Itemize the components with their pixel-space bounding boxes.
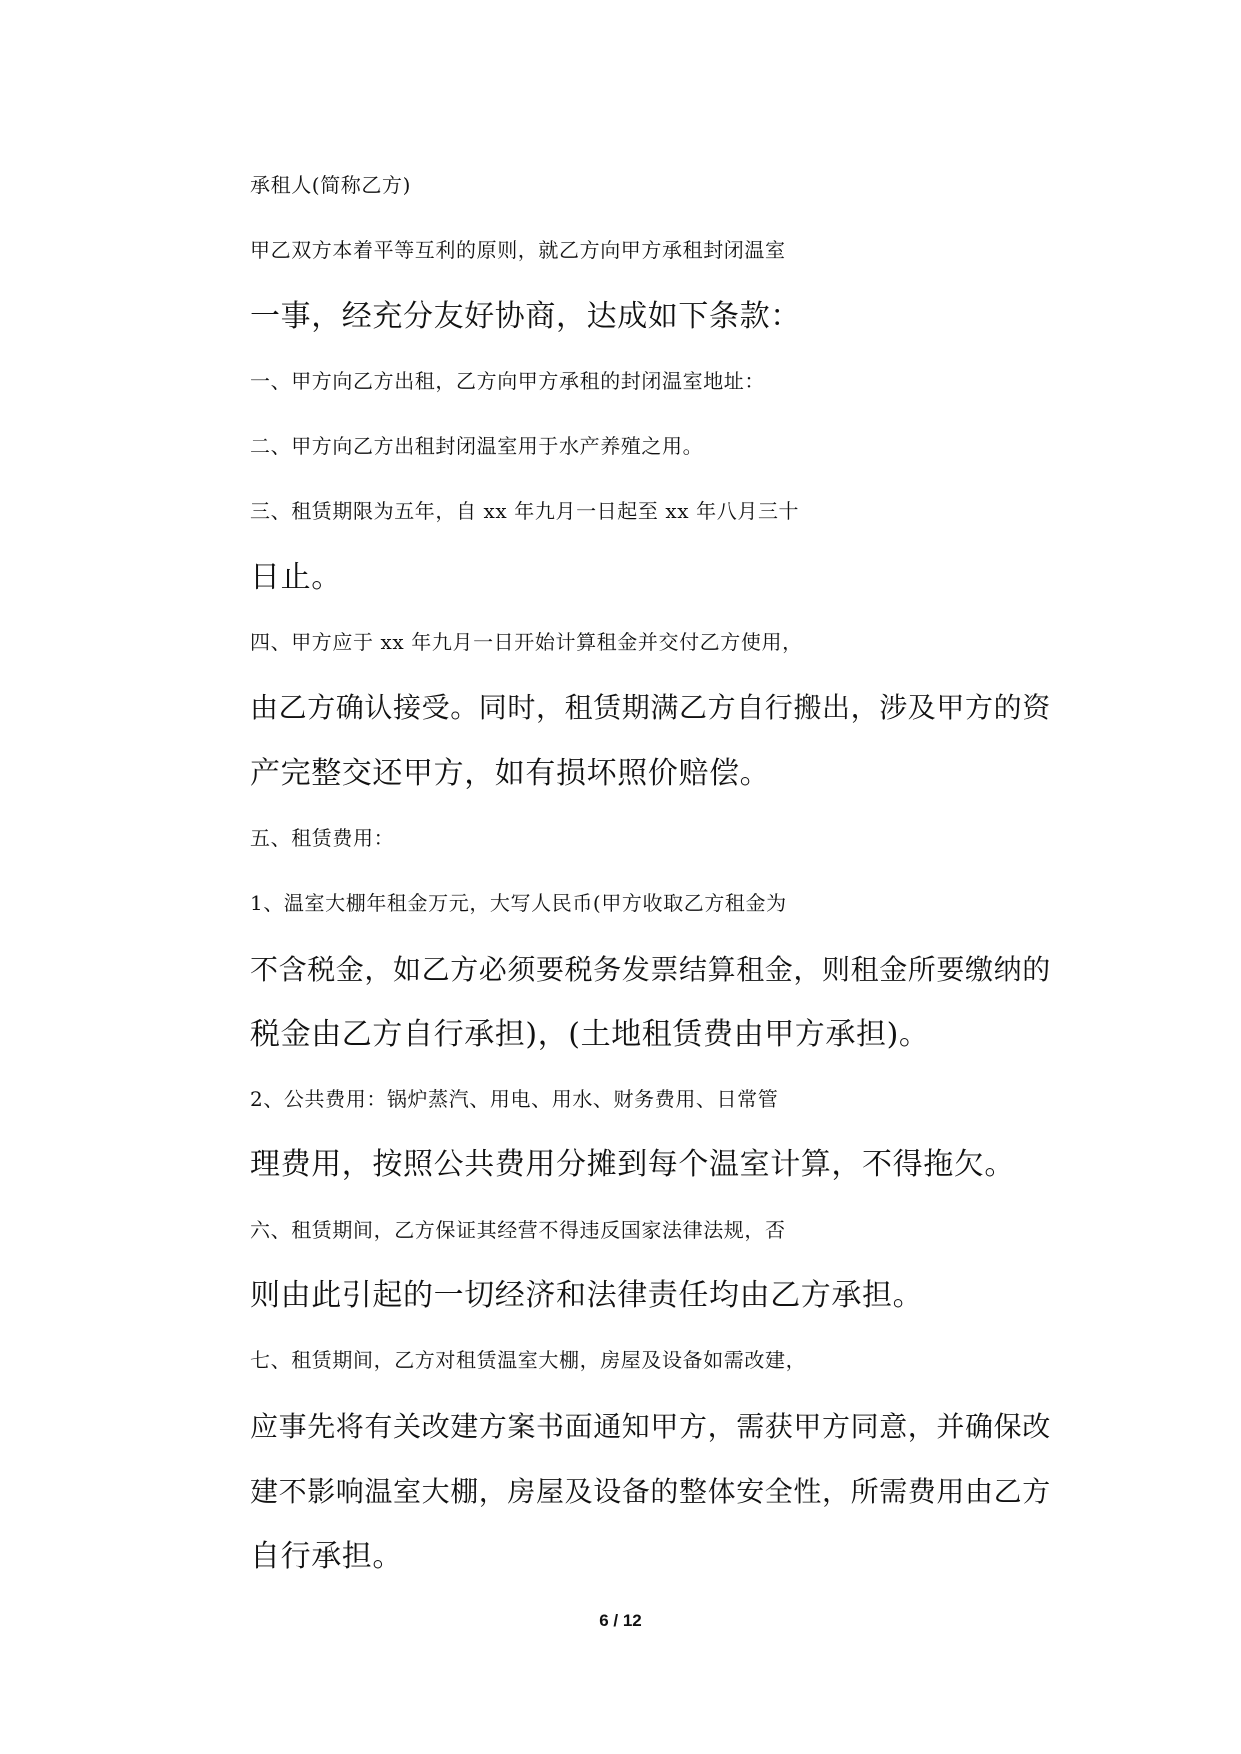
text-line: 五、租赁费用： — [250, 825, 395, 850]
clause-2 — [190, 414, 1060, 479]
text-line: 二、甲方向乙方出租封闭温室用于水产养殖之用。 — [250, 434, 704, 459]
clause-7 — [190, 1328, 1060, 1589]
paragraph-lessee — [190, 153, 1060, 218]
page-number: 6 / 12 — [599, 1611, 642, 1630]
clause-1 — [190, 349, 1060, 414]
text-line: 理费用，按照公共费用分摊到每个温室计算，不得拖欠。 — [250, 1147, 1015, 1183]
clause-6 — [190, 1198, 1060, 1329]
clause-4 — [190, 610, 1060, 806]
clause-3 — [190, 479, 1060, 610]
text-line: 七、租赁期间，乙方对租赁温室大棚，房屋及设备如需改建， — [250, 1348, 807, 1373]
text-line: 税金由乙方自行承担)，(土地租赁费由甲方承担)。 — [250, 1016, 930, 1052]
text-line: 四、甲方应于 xx 年九月一日开始计算租金并交付乙方使用， — [250, 630, 803, 655]
text-line: 自行承担。 — [250, 1539, 403, 1575]
clause-5-heading — [190, 806, 1060, 871]
text-line: 则由此引起的一切经济和法律责任均由乙方承担。 — [250, 1278, 924, 1314]
clause-5-item-2 — [190, 1067, 1060, 1198]
text-line: 由乙方确认接受。同时，租赁期满乙方自行搬出，涉及甲方的资 — [250, 691, 1051, 725]
text-line: 建不影响温室大棚，房屋及设备的整体安全性，所需费用由乙方 — [250, 1474, 1051, 1508]
text-line: 一事，经充分友好协商，达成如下条款： — [250, 298, 801, 334]
document-body — [190, 153, 1060, 1590]
text-line: 六、租赁期间，乙方保证其经营不得违反国家法律法规，否 — [250, 1217, 786, 1242]
text-line: 一、甲方向乙方出租，乙方向甲方承租的封闭温室地址： — [250, 368, 765, 393]
text-line: 日止。 — [250, 559, 342, 595]
text-line: 1、温室大棚年租金万元，大写人民币(甲方收取乙方租金为 — [250, 891, 787, 916]
text-line: 承租人(简称乙方) — [250, 173, 412, 197]
text-line: 应事先将有关改建方案书面通知甲方，需获甲方同意，并确保改 — [250, 1409, 1051, 1443]
text-line: 产完整交还甲方，如有损坏照价赔偿。 — [250, 755, 771, 791]
text-line: 三、租赁期限为五年，自 xx 年九月一日起至 xx 年八月三十 — [250, 499, 800, 524]
text-line: 2、公共费用：锅炉蒸汽、用电、用水、财务费用、日常管 — [250, 1087, 779, 1112]
clause-5-item-1 — [190, 871, 1060, 1067]
text-line: 不含税金，如乙方必须要税务发票结算租金，则租金所要缴纳的 — [250, 952, 1051, 986]
text-line: 甲乙双方本着平等互利的原则，就乙方向甲方承租封闭温室 — [250, 238, 786, 263]
paragraph-preamble — [190, 218, 1060, 349]
